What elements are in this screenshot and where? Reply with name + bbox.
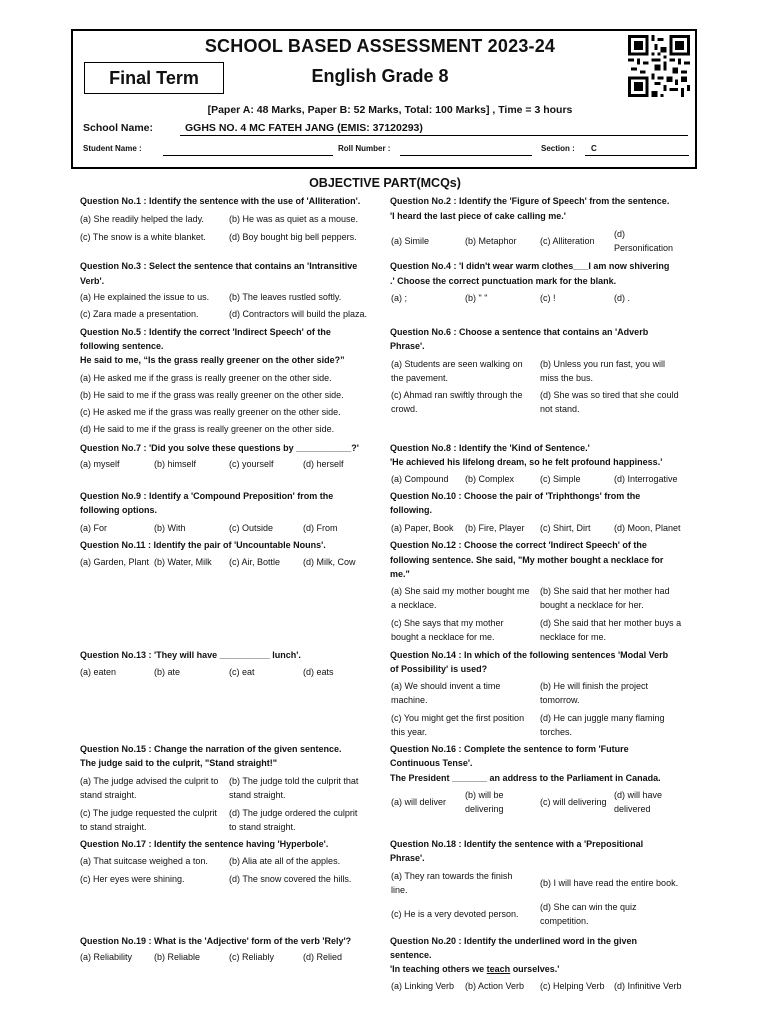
question-18-option-d-cont: competition. [540,916,589,926]
question-20-sentence-start: 'In teaching others we [390,964,487,974]
question-8-option-c: (c) Simple [540,474,581,484]
question-12-option-c: (c) She says that my mother [391,618,504,628]
question-18-option-a: (a) They ran towards the finish [391,871,513,881]
question-16-head-cont: Continuous Tense'. [390,758,473,768]
question-7-option-c: (c) yourself [229,459,274,469]
question-6-option-a-cont: the pavement. [391,373,449,383]
question-14-option-b-cont: tomorrow. [540,695,580,705]
question-8-option-d: (d) Interrogative [614,474,678,484]
question-5-sentence: He said to me, “Is the grass really greener on the other side?” [80,355,345,365]
question-9-option-d: (d) From [303,523,338,533]
question-3-head-cont: Verb'. [80,276,105,286]
question-5-option-a: (a) He asked me if the grass is really greener on the other side. [80,373,332,383]
qr-code-icon [628,34,690,98]
question-10-head: Question No.10 : Choose the pair of 'Triphthongs' from the [390,491,641,501]
question-3-head: Question No.3 : Select the sentence that contains an 'Intransitive [80,261,358,271]
marks-info: [Paper A: 48 Marks, Paper B: 52 Marks, Total: 100 Marks] , Time = 3 hours [207,104,573,116]
question-12-option-b: (b) She said that her mother had [540,586,670,596]
section-label: Section : [541,144,575,153]
question-6-option-c: (c) Ahmad ran swiftly through the [391,390,523,400]
school-name-label: School Name: [83,122,154,134]
question-18-option-b: (b) I will have read the entire book. [540,878,679,888]
question-11-option-c: (c) Air, Bottle [229,557,281,567]
question-10-head-cont: following. [390,505,432,515]
question-20-head-cont: sentence. [390,950,432,960]
question-11-option-b: (b) Water, Milk [154,557,212,567]
question-12-option-a-cont: a necklace. [391,600,437,610]
question-16-sentence: The President _______ an address to the Parliament in Canada. [390,773,661,783]
question-9-option-b: (b) With [154,523,186,533]
question-12-option-a: (a) She said my mother bought me [391,586,530,596]
student-name-label: Student Name : [83,144,142,153]
question-15-option-a-cont: stand straight. [80,790,137,800]
question-6-option-b: (b) Unless you run fast, you will [540,359,666,369]
section-value: C [591,144,597,153]
question-15-option-d-cont: to stand straight. [229,822,296,832]
question-1-option-d: (d) Boy bought big bell peppers. [229,232,357,242]
question-1-option-b: (b) He was as quiet as a mouse. [229,214,359,224]
question-2-head: Question No.2 : Identify the 'Figure of Speech' from the sentence. [390,196,670,206]
question-15-option-c-cont: to stand straight. [80,822,147,832]
subject-title: English Grade 8 [311,66,449,86]
question-7-option-d: (d) herself [303,459,344,469]
question-4-option-b: (b) " " [465,293,488,303]
question-8-sentence: 'He achieved his lifelong dream, so he felt profound happiness.' [390,457,663,467]
question-1-option-c: (c) The snow is a white blanket. [80,232,206,242]
question-16-option-d: (d) will have [614,790,663,800]
question-17-option-c: (c) Her eyes were shining. [80,874,185,884]
question-20-option-a: (a) Linking Verb [391,981,455,991]
question-8-option-b: (b) Complex [465,474,515,484]
question-20-option-c: (c) Helping Verb [540,981,605,991]
question-20-sentence-end: ourselves.' [510,964,560,974]
question-14-option-a: (a) We should invent a time [391,681,501,691]
question-5-head-cont: following sentence. [80,341,164,351]
question-20-sentence [390,963,559,977]
question-6-head-cont: Phrase'. [390,341,425,351]
school-name-value: GGHS NO. 4 MC FATEH JANG (EMIS: 37120293) [185,122,423,134]
question-5-head: Question No.5 : Identify the correct 'Indirect Speech' of the [80,327,331,337]
question-12-head: Question No.12 : Choose the correct 'Indirect Speech' of the [390,540,647,550]
question-15-head: Question No.15 : Change the narration of the given sentence. [80,744,342,754]
question-19-option-d: (d) Relied [303,952,343,962]
question-6-option-d: (d) She was so tired that she could [540,390,679,400]
question-17-option-d: (d) The snow covered the hills. [229,874,352,884]
question-14-option-d-cont: torches. [540,727,573,737]
question-19-option-c: (c) Reliably [229,952,275,962]
question-8-option-a: (a) Compound [391,474,449,484]
question-13-option-a: (a) eaten [80,667,117,677]
question-5-option-b: (b) He said to me if the grass was really greener on the other side. [80,390,344,400]
question-10-option-c: (c) Shirt, Dirt [540,523,591,533]
question-8-head: Question No.8 : Identify the 'Kind of Sentence.' [390,443,590,453]
exam-title: SCHOOL BASED ASSESSMENT 2023-24 [204,36,556,56]
question-13-option-c: (c) eat [229,667,255,677]
question-20-option-d: (d) Infinitive Verb [614,981,682,991]
question-13-option-d: (d) eats [303,667,334,677]
question-14-option-c-cont: this year. [391,727,428,737]
question-2-option-a: (a) Simile [391,236,430,246]
question-12-option-b-cont: bought a necklace for her. [540,600,644,610]
question-3-option-a: (a) He explained the issue to us. [80,292,210,302]
student-name-field[interactable] [163,155,333,156]
roll-number-label: Roll Number : [338,144,391,153]
question-17-option-b: (b) Alia ate all of the apples. [229,856,341,866]
question-9-option-a: (a) For [80,523,107,533]
question-4-option-d: (d) . [614,293,631,303]
question-6-option-d-cont: not stand. [540,404,580,414]
question-16-option-d-cont: delivered [614,804,651,814]
question-10-option-b: (b) Fire, Player [465,523,525,533]
question-7-option-a: (a) myself [80,459,120,469]
question-7-option-b: (b) himself [154,459,197,469]
question-20-option-b: (b) Action Verb [465,981,525,991]
question-11-option-d: (d) Milk, Cow [303,557,356,567]
section-title: OBJECTIVE PART(MCQs) [309,176,461,190]
question-15-option-d: (d) The judge ordered the culprit [229,808,358,818]
term-label: Final Term [109,67,199,88]
question-20-head: Question No.20 : Identify the underlined word in the given [390,936,638,946]
question-6-option-a: (a) Students are seen walking on [391,359,523,369]
term-box [84,62,224,94]
question-18-option-a-cont: line. [391,885,408,895]
question-10-option-d: (d) Moon, Planet [614,523,681,533]
question-14-head: Question No.14 : In which of the following sentences 'Modal Verb [390,650,669,660]
question-19-option-b: (b) Reliable [154,952,201,962]
question-12-option-c-cont: bought a necklace for me. [391,632,495,642]
question-11-option-a: (a) Garden, Plant [80,557,150,567]
question-18-head-cont: Phrase'. [390,853,425,863]
question-13-option-b: (b) ate [154,667,181,677]
question-14-option-d: (d) He can juggle many flaming [540,713,665,723]
question-19-option-a: (a) Reliability [80,952,133,962]
question-11-head: Question No.11 : Identify the pair of 'Uncountable Nouns'. [80,540,326,550]
question-16-option-c: (c) will delivering [540,797,607,807]
question-4-head: Question No.4 : 'I didn't wear warm clothes___I am now shivering [390,261,670,271]
question-17-head: Question No.17 : Identify the sentence having 'Hyperbole'. [80,839,329,849]
question-13-head: Question No.13 : 'They will have __________ lunch'. [80,650,301,660]
question-5-option-c: (c) He asked me if the grass was really greener on the other side. [80,407,341,417]
question-16-option-a: (a) will deliver [391,797,447,807]
question-19-head: Question No.19 : What is the 'Adjective' form of the verb 'Rely'? [80,936,352,946]
question-2-option-b: (b) Metaphor [465,236,517,246]
question-17-option-a: (a) That suitcase weighed a ton. [80,856,208,866]
question-15-option-c: (c) The judge requested the culprit [80,808,217,818]
question-16-head: Question No.16 : Complete the sentence to form 'Future [390,744,629,754]
question-20-underlined-word: teach [486,964,511,974]
roll-number-field[interactable] [400,155,532,156]
question-15-sentence: The judge said to the culprit, "Stand straight!" [80,758,278,768]
question-12-head-end: me." [390,569,410,579]
question-16-option-b: (b) will be [465,790,504,800]
question-12-option-d-cont: necklace for me. [540,632,607,642]
question-7-head: Question No.7 : 'Did you solve these questions by ___________?' [80,443,359,453]
question-9-head: Question No.9 : Identify a 'Compound Preposition' from the [80,491,334,501]
question-6-option-b-cont: miss the bus. [540,373,594,383]
question-2-sentence: 'I heard the last piece of cake calling me.' [390,211,566,221]
question-18-option-c: (c) He is a very devoted person. [391,909,519,919]
question-1-head: Question No.1 : Identify the sentence with the use of 'Alliteration'. [80,196,361,206]
question-14-option-a-cont: machine. [391,695,428,705]
question-6-head: Question No.6 : Choose a sentence that contains an 'Adverb [390,327,649,337]
question-12-head-cont: following sentence. She said, "My mother bought a necklace for [390,555,664,565]
question-9-head-cont: following options. [80,505,157,515]
question-4-head-cont: .' Choose the correct punctuation mark for the blank. [390,276,617,286]
question-12-option-d: (d) She said that her mother buys a [540,618,682,628]
question-10-option-a: (a) Paper, Book [391,523,454,533]
question-14-option-b: (b) He will finish the project [540,681,649,691]
question-2-option-d: (d) [614,229,625,239]
question-15-option-b-cont: stand straight. [229,790,286,800]
section-field[interactable] [585,155,689,156]
question-15-option-b: (b) The judge told the culprit that [229,776,359,786]
question-9-option-c: (c) Outside [229,523,274,533]
question-18-option-d: (d) She can win the quiz [540,902,637,912]
question-15-option-a: (a) The judge advised the culprit to [80,776,219,786]
question-3-option-d: (d) Contractors will build the plaza. [229,309,368,319]
question-14-head-cont: of Possibility' is used? [390,664,488,674]
question-4-option-c: (c) ! [540,293,556,303]
question-3-option-c: (c) Zara made a presentation. [80,309,199,319]
question-18-head: Question No.18 : Identify the sentence with a 'Prepositional [390,839,644,849]
question-6-option-c-cont: crowd. [391,404,418,414]
question-4-option-a: (a) ; [391,293,408,303]
question-2-option-d-text: Personification [614,243,674,253]
question-1-option-a: (a) She readily helped the lady. [80,214,204,224]
school-name-underline [180,135,688,136]
question-5-option-d: (d) He said to me if the grass is really greener on the other side. [80,424,335,434]
question-2-option-c: (c) Alliteration [540,236,595,246]
question-3-option-b: (b) The leaves rustled softly. [229,292,342,302]
question-16-option-b-cont: delivering [465,804,504,814]
question-14-option-c: (c) You might get the first position [391,713,525,723]
